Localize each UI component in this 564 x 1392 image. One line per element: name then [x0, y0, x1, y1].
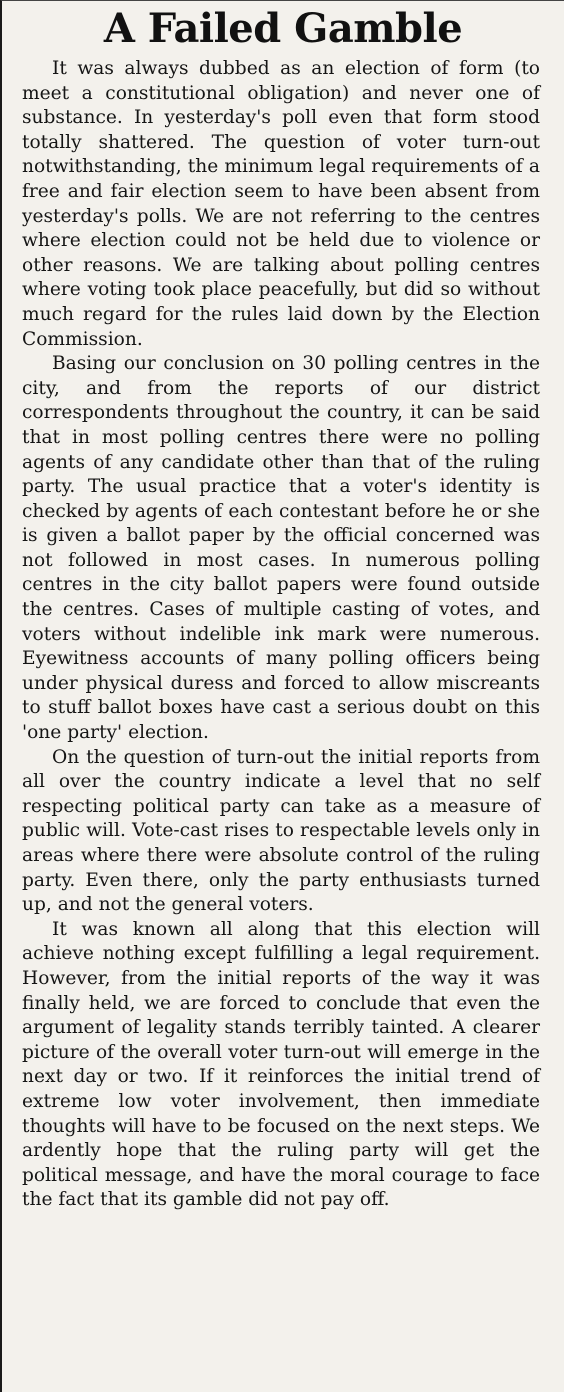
paragraph-4: It was known all along that this election will achieve nothing except fulfilling a legal requirement. However, from the initial reports of the way it was finally held, we are forced to conclude that even the argument of legality stands terribly tainted. A clearer picture of the overall voter turn-out will emerge in the next day or two. If it reinforces the initial trend of extreme low voter involvement, then immediate thoughts will have to be focused on the next steps. We ardently hope that the ruling party will get the political message, and have the moral courage to face the fact that its gamble did not pay off.	[22, 918, 540, 1211]
paragraph-3: On the question of turn-out the initial reports from all over the country indicate a level that no self respecting political party can take as a measure of public will. Vote-cast rises to respectable levels only in areas where there were absolute control of the ruling party. Even there, only the party enthusiasts turned up, and not the general voters.	[22, 746, 540, 916]
headline: A Failed Gamble	[103, 5, 463, 52]
paragraph-1: It was always dubbed as an election of form (to meet a constitutional obligation) and never one of substance. In yesterday's poll even that form stood totally shattered. The question of voter turn-out notwithstanding, the minimum legal requirements of a free and fair election seem to have been absent from yesterday's polls. We are not referring to the centres where election could not be held due to violence or other reasons. We are talking about polling centres where voting took place peacefully, but did so without much regard for the rules laid down by the Election Commission.	[22, 58, 540, 350]
paragraph-2: Basing our conclusion on 30 polling centres in the city, and from the reports of our district correspondents throughout the country, it can be said that in most polling centres there were no polling agents of any candidate other than that of the ruling party. The usual practice that a voter's identity is checked by agents of each contestant before he or she is given a ballot paper by the official concerned was not followed in most cases. In numerous polling centres in the city ballot papers were found outside the centres. Cases of multiple casting of votes, and voters without indelible ink mark were numerous. Eyewitness accounts of many polling officers being under physical duress and forced to allow miscreants to stuff ballot boxes have cast a serious doubt on this 'one party' election.	[22, 353, 540, 744]
editorial-body	[2, 57, 564, 1213]
